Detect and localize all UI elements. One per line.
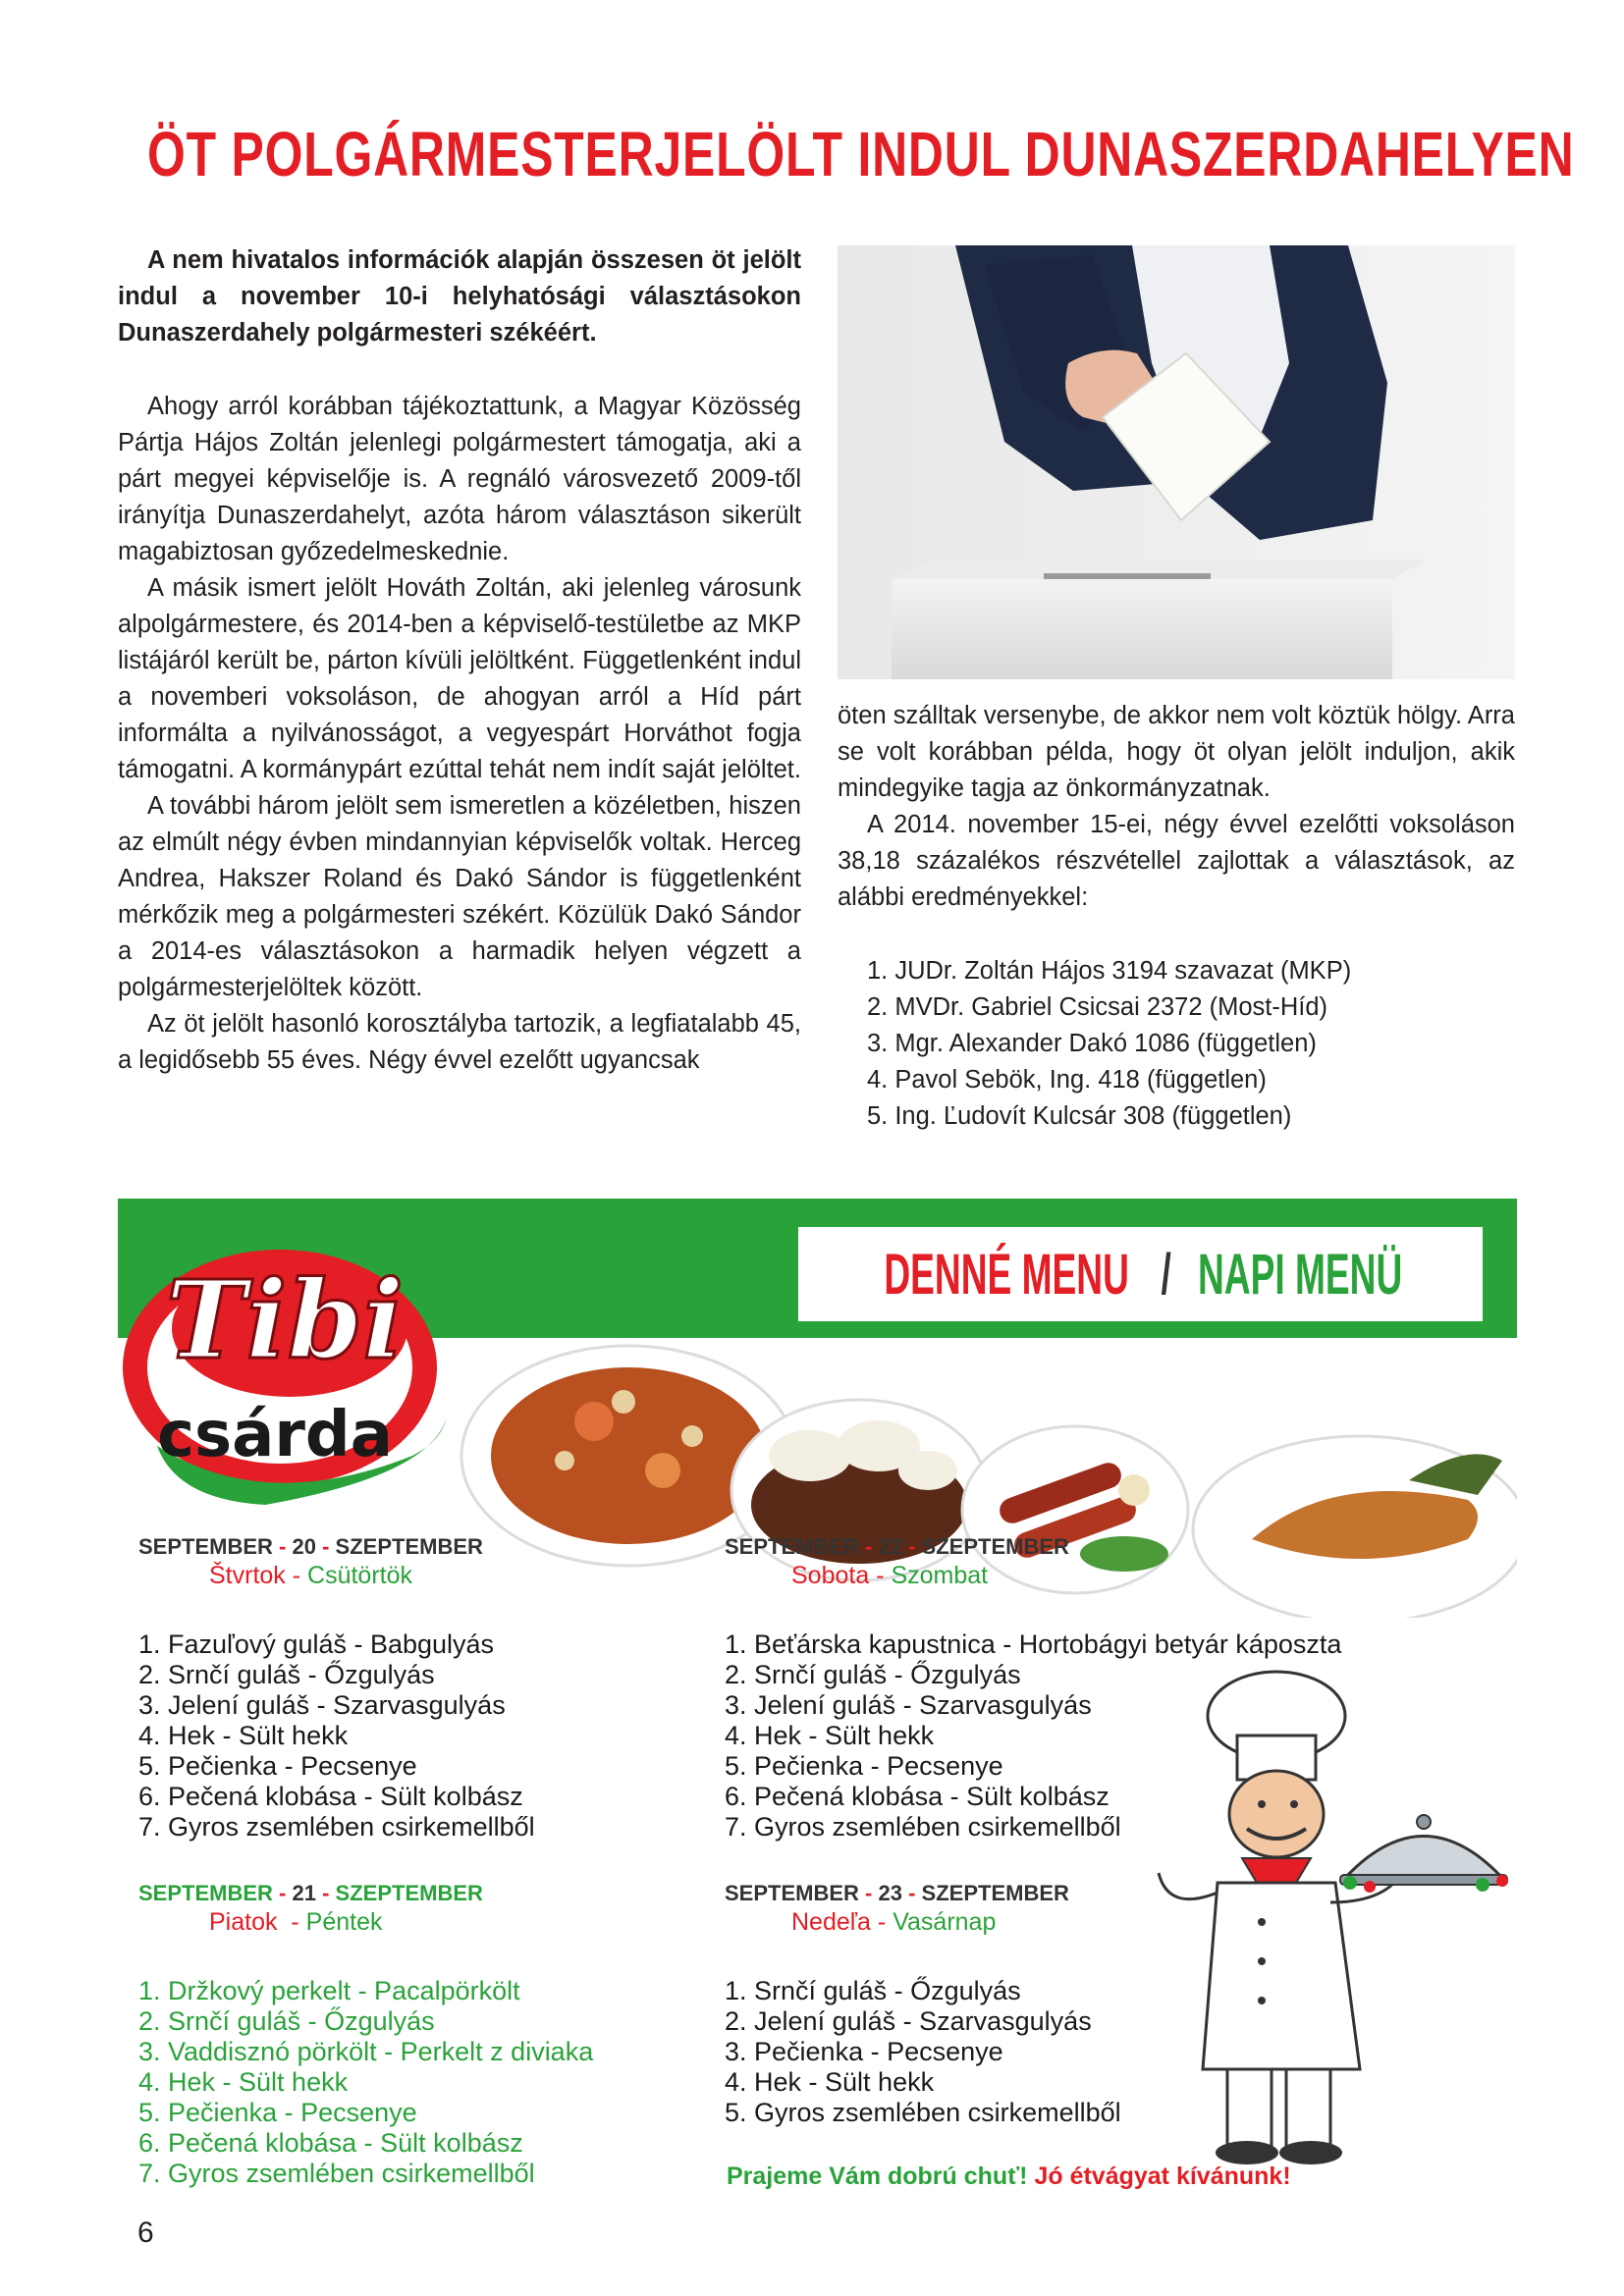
menu-item: 6. Pečená klobása - Sült kolbász	[138, 1782, 523, 1811]
article-paragraph: Ahogy arról korábban tájékoztattunk, a Magyar Közösség Pártja Hájos Zoltán jelenlegi polgármestert támogatja, aki a párt megyei képviselője is. A regnáló városvezető 2009-től irányítja Dunaszerdahelyt, azóta három választáson sikerült magabiztosan győzedelmeskednie.	[118, 393, 801, 565]
menu-item: 6. Pečená klobása - Sült kolbász	[725, 1782, 1110, 1811]
menu-title-separator: /	[1161, 1242, 1171, 1307]
day-date-line	[725, 1881, 1121, 1906]
day-name-sk: Piatok	[209, 1908, 278, 1936]
day-number: 22	[878, 1534, 902, 1559]
month-sk: SEPTEMBER	[725, 1881, 859, 1905]
day-name-hu: Vasárnap	[893, 1908, 997, 1936]
result-item: 4. Pavol Sebök, Ing. 418 (független)	[867, 1066, 1267, 1094]
menu-title-sk: DENNÉ MENU	[884, 1242, 1129, 1307]
menu-item: 7. Gyros zsemlében csirkemellből	[138, 1812, 535, 1842]
logo-word-csarda: csárda	[157, 1399, 393, 1471]
day-block-4	[725, 1881, 1121, 2128]
day-date-line	[138, 1534, 535, 1560]
menu-item: 7. Gyros zsemlében csirkemellből	[138, 2159, 535, 2188]
menu-list	[725, 1976, 1121, 2128]
article-right-column	[838, 698, 1515, 1135]
menu-item: 3. Jelení guláš - Szarvasgulyás	[138, 1690, 506, 1720]
headline: ÖT POLGÁRMESTERJELÖLT INDUL DUNASZERDAHELYEN	[147, 119, 1575, 189]
day-block-1	[138, 1534, 535, 1842]
menu-item: 4. Hek - Sült hekk	[725, 1721, 935, 1750]
greeting	[727, 2163, 1291, 2191]
day-name-sk: Štvrtok	[209, 1562, 286, 1589]
separator: -	[285, 1562, 308, 1589]
result-item: 3. Mgr. Alexander Dakó 1086 (független)	[867, 1030, 1317, 1057]
article-left-column	[118, 242, 801, 1079]
separator: -	[315, 1534, 336, 1559]
restaurant-menu-ad	[118, 1196, 1517, 2207]
day-date-line	[725, 1534, 1341, 1560]
menu-item: 5. Gyros zsemlében csirkemellből	[725, 2098, 1121, 2127]
chef-illustration	[1149, 1657, 1517, 2167]
page-number: 6	[137, 2216, 154, 2249]
result-item: 2. MVDr. Gabriel Csicsai 2372 (Most-Híd)	[867, 993, 1328, 1021]
menu-title-hu: NAPI MENÜ	[1197, 1242, 1403, 1307]
day-name-sk: Nedeľa	[791, 1908, 871, 1936]
menu-title	[798, 1227, 1483, 1321]
menu-item: 2. Jelení guláš - Szarvasgulyás	[725, 2006, 1092, 2036]
month-sk: SEPTEMBER	[138, 1881, 273, 1905]
menu-item: 2. Srnčí guláš - Őzgulyás	[138, 2006, 435, 2036]
menu-item: 1. Fazuľový guláš - Babgulyás	[138, 1629, 495, 1659]
separator: -	[277, 1908, 306, 1936]
menu-item: 7. Gyros zsemlében csirkemellből	[725, 1812, 1121, 1842]
ballot-box-photo	[838, 245, 1515, 679]
menu-item: 3. Jelení guláš - Szarvasgulyás	[725, 1690, 1092, 1720]
menu-item: 6. Pečená klobása - Sült kolbász	[138, 2128, 523, 2158]
day-name-line	[791, 1562, 1341, 1590]
day-name-sk: Sobota	[791, 1562, 870, 1589]
menu-item: 3. Vaddisznó pörkölt - Perkelt z diviaka	[138, 2037, 594, 2066]
day-number: 20	[292, 1534, 316, 1559]
day-name-line	[209, 1562, 535, 1590]
greeting-sk: Prajeme Vám dobrú chuť!	[727, 2163, 1028, 2190]
day-name-hu: Szombat	[891, 1562, 989, 1589]
menu-item: 1. Beťárska kapustnica - Hortobágyi betyár káposzta	[725, 1629, 1342, 1659]
menu-item: 1. Držkový perkelt - Pacalpörkölt	[138, 1976, 520, 2005]
day-name-hu: Péntek	[305, 1908, 383, 1936]
day-name-line	[791, 1908, 1121, 1937]
day-name-line	[209, 1908, 593, 1937]
month-hu: SZEPTEMBER	[921, 1534, 1069, 1559]
separator: -	[279, 1534, 293, 1559]
article-paragraph: A további három jelölt sem ismeretlen a közéletben, hiszen az elmúlt négy évben mindannyian képviselők voltak. Herceg Andrea, Hakszer Roland és Dakó Sándor is függetlenként mérkőzik meg a polgármesteri székért. Közülük Dakó Sándor a 2014-es választásokon a harmadik helyen végzett a polgármesterjelöltek között.	[118, 792, 801, 1001]
article-paragraph: A másik ismert jelölt Hováth Zoltán, aki jelenleg városunk alpolgármestere, és 2014-ben a képviselő-testületbe az MKP listájáról került be, párton kívüli jelöltként. Függetlenként indul a novemberi voksoláson, de ahogyan arról a Híd párt informálta a nyilvánosságot, a vegyespárt Horváthot fogja támogatni. A kormánypárt ezúttal tehát nem indít saját jelöltet.	[118, 574, 801, 783]
menu-item: 3. Pečienka - Pecsenye	[725, 2037, 1003, 2066]
article-paragraph: öten szálltak versenybe, de akkor nem volt köztük hölgy. Arra se volt korábban példa, hogy öt olyan jelölt induljon, akik mindegyike tagja az önkormányzatnak.	[838, 702, 1515, 802]
month-hu: SZEPTEMBER	[335, 1881, 483, 1905]
day-name-hu: Csütörtök	[307, 1562, 412, 1589]
menu-item: 2. Srnčí guláš - Őzgulyás	[138, 1660, 435, 1689]
article-lead: A nem hivatalos információk alapján összesen öt jelölt indul a november 10-i helyhatósági választásokon Dunaszerdahely polgármesteri székéért.	[118, 246, 801, 347]
menu-item: 5. Pečienka - Pecsenye	[138, 2098, 417, 2127]
article-paragraph: Az öt jelölt hasonló korosztályba tartozik, a legfiatalabb 45, a legidősebb 55 éves. Négy évvel ezelőtt ugyancsak	[118, 1010, 801, 1074]
article-paragraph: A 2014. november 15-ei, négy évvel ezelőtti voksoláson 38,18 százalékos részvétellel zajlottak a választások, az alábbi eredményekkel:	[838, 811, 1515, 911]
election-results-list	[838, 953, 1515, 1135]
greeting-hu: Jó étvágyat kívánunk!	[1027, 2163, 1291, 2190]
menu-item: 5. Pečienka - Pecsenye	[138, 1751, 417, 1781]
day-number: 23	[878, 1881, 902, 1905]
day-number: 21	[292, 1881, 316, 1905]
month-hu: SZEPTEMBER	[335, 1534, 483, 1559]
separator: -	[901, 1881, 922, 1905]
menu-item: 4. Hek - Sült hekk	[138, 1721, 349, 1750]
month-sk: SEPTEMBER	[725, 1534, 859, 1559]
result-item: 1. JUDr. Zoltán Hájos 3194 szavazat (MKP)	[867, 957, 1352, 985]
menu-item: 5. Pečienka - Pecsenye	[725, 1751, 1003, 1781]
separator: -	[869, 1562, 892, 1589]
month-sk: SEPTEMBER	[138, 1534, 273, 1559]
day-block-3	[138, 1881, 593, 2189]
separator: -	[865, 1534, 879, 1559]
month-hu: SZEPTEMBER	[921, 1881, 1069, 1905]
menu-list	[138, 1976, 593, 2189]
result-item: 5. Ing. Ľudovít Kulcsár 308 (független)	[867, 1102, 1292, 1130]
menu-item: 2. Srnčí guláš - Őzgulyás	[725, 1660, 1021, 1689]
separator: -	[901, 1534, 922, 1559]
menu-item: 4. Hek - Sült hekk	[138, 2067, 349, 2097]
menu-item: 1. Srnčí guláš - Őzgulyás	[725, 1976, 1021, 2005]
menu-item: 4. Hek - Sült hekk	[725, 2067, 935, 2097]
day-date-line	[138, 1881, 593, 1906]
separator: -	[279, 1881, 293, 1905]
menu-list	[138, 1629, 535, 1842]
separator: -	[870, 1908, 893, 1936]
separator: -	[315, 1881, 336, 1905]
logo-word-tibi: Tibi	[165, 1256, 405, 1383]
separator: -	[865, 1881, 879, 1905]
tibi-csarda-logo	[118, 1220, 452, 1534]
